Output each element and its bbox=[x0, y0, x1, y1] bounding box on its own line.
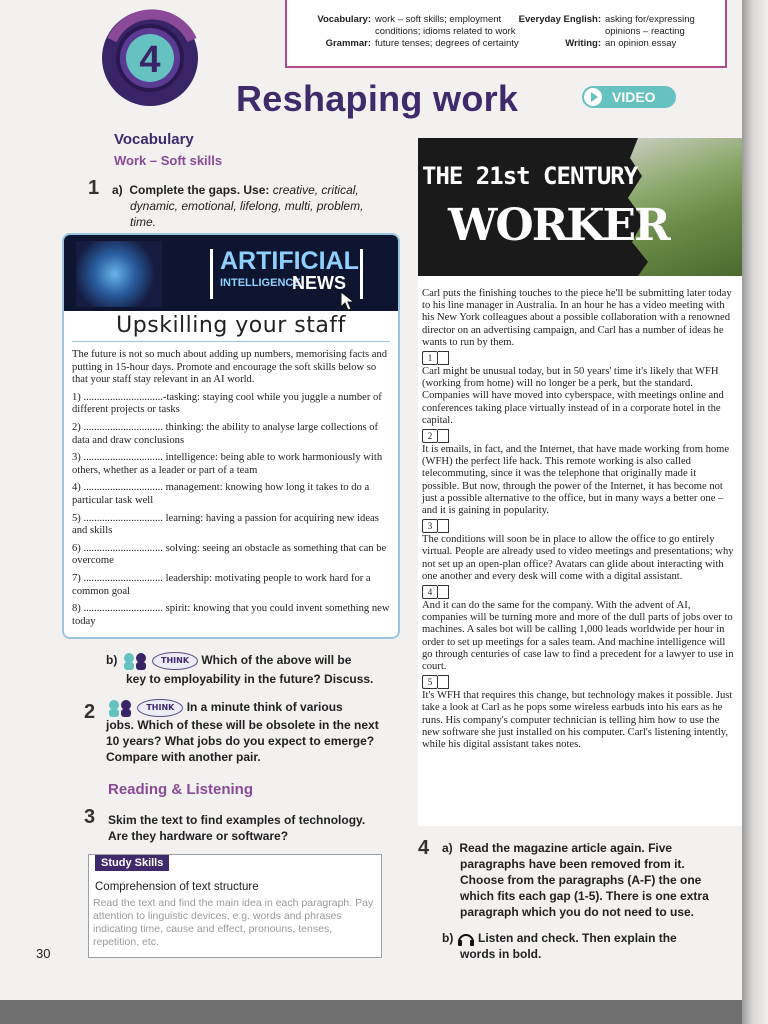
unit-number: 4 bbox=[139, 39, 161, 81]
exercise-3 bbox=[108, 812, 398, 844]
banner-divider-left bbox=[210, 249, 213, 299]
exercise-4a-line4: which fits each gap (1-5). There is one extra bbox=[460, 889, 709, 903]
article-text bbox=[422, 288, 736, 751]
exercise-1b-line1: Which of the above will be bbox=[201, 653, 352, 667]
ai-box-text bbox=[72, 349, 392, 633]
article-paragraph-1: Carl might be unusual today, but in 50 years' time it's likely that WFH (working from home) will no longer be a perk, but the standard. Companies will have moved into cyberspace, with meetings online and conferences taking place virtually instead of in a corporate hotel in the capital. bbox=[422, 366, 724, 426]
grammar-label: Grammar: bbox=[325, 38, 371, 49]
exercise-1a bbox=[112, 182, 392, 230]
ai-news-banner bbox=[64, 235, 398, 311]
exercise-4b bbox=[442, 930, 732, 962]
exercise-2-line3: 10 years? What jobs do you expect to emerge? bbox=[106, 734, 375, 748]
adjacent-page-edge bbox=[742, 0, 768, 1024]
study-skills-tag: Study Skills bbox=[95, 855, 169, 871]
exercise-4b-line1: Listen and check. Then explain the bbox=[478, 931, 677, 945]
ai-box-intro: The future is not so much about adding up numbers, memorising facts and putting in 15-hour days. Promote and encourage the soft skills below so that your staff stay relevant in an AI world. bbox=[72, 349, 388, 386]
exercise-3-line2: Are they hardware or software? bbox=[108, 829, 289, 843]
exercise-1a-label: a) bbox=[112, 183, 123, 197]
everyday-line2: opinions – reacting bbox=[605, 26, 685, 37]
hero-line2: WORKER bbox=[448, 200, 669, 251]
skill-item-5: 5) .............................. learning: having a passion for acquiring new ideas and skills bbox=[72, 512, 379, 537]
exercise-2 bbox=[106, 699, 406, 765]
exercise-4b-label: b) bbox=[442, 931, 454, 945]
exercise-1-number: 1 bbox=[88, 177, 100, 199]
exercise-1b-line2: key to employability in the future? Discuss. bbox=[126, 671, 374, 686]
banner-subtitle: INTELLIGENCE bbox=[220, 277, 301, 289]
banner-title: ARTIFICIAL bbox=[220, 247, 359, 275]
ai-news-box bbox=[62, 233, 400, 639]
grammar-value: future tenses; degrees of certainty bbox=[375, 38, 519, 49]
banner-divider-right bbox=[360, 249, 363, 299]
exercise-4b-line2: words in bold. bbox=[460, 947, 542, 961]
exercise-3-line1: Skim the text to find examples of technology. bbox=[108, 813, 366, 827]
gap-box-5: 5 bbox=[422, 675, 438, 689]
exercise-4a-line3: Choose from the paragraphs (A-F) the one bbox=[460, 873, 702, 887]
video-button[interactable] bbox=[582, 86, 676, 108]
article-paragraph-4: And it can do the same for the company. With the advent of AI, companies will be turning more and more of the dull parts of jobs over to machines. A sales bot will be calling 1,000 leads worldwide per hour in order to set up meetings for a sales team. And machine intelligence will go through centuries of case law to find a precedent for a lawyer to use in court. bbox=[422, 600, 734, 673]
skill-item-8: 8) .............................. spirit: knowing that you could invent something new today bbox=[72, 603, 390, 627]
headphones-icon bbox=[457, 932, 475, 946]
hero-line1: THE 21st CENTURY bbox=[422, 162, 638, 190]
exercise-1a-text: Complete the gaps. Use: bbox=[129, 183, 270, 197]
gap-box-3: 3 bbox=[422, 519, 438, 533]
exercise-1a-words-3: time. bbox=[130, 215, 157, 229]
writing-label: Writing: bbox=[565, 38, 601, 49]
vocabulary-line2: conditions; idioms related to work bbox=[375, 26, 516, 37]
exercise-1a-words-2: dynamic, emotional, lifelong, multi, problem, bbox=[130, 199, 364, 213]
unit-summary-box bbox=[285, 0, 727, 68]
study-skills-text: Read the text and find the main idea in each paragraph. Pay attention to linguistic devices, e.g. words and phrases indicating time, cause and effect, pronouns, tenses, repetition, etc. bbox=[93, 897, 374, 948]
exercise-4a-label: a) bbox=[442, 841, 453, 855]
page-title: Reshaping work bbox=[236, 78, 519, 119]
vocabulary-line1: work – soft skills; employment bbox=[375, 14, 502, 25]
exercise-2-line4: Compare with another pair. bbox=[106, 750, 261, 764]
skill-item-2: 2) .............................. thinking: the ability to analyse large collections of data and draw conclusions bbox=[72, 421, 379, 446]
exercise-4a-line5: paragraph which you do not need to use. bbox=[460, 905, 695, 919]
exercise-2-line1: In a minute think of various bbox=[186, 700, 343, 715]
everyday-label: Everyday English: bbox=[518, 14, 601, 25]
robot-face-image bbox=[76, 241, 162, 307]
pair-work-icon bbox=[106, 699, 134, 717]
vocabulary-label: Vocabulary: bbox=[317, 14, 371, 25]
exercise-3-number: 3 bbox=[84, 806, 96, 828]
article-paragraph-5: It's WFH that requires this change, but technology makes it possible. Just take a look at Carl as he pops some wireless earbuds into his ears as he runs. His company's computer technician is telling him how to use the new software she just installed on his computer. Carl's listening intently, while his digital assistant takes notes. bbox=[422, 690, 733, 751]
exercise-4a bbox=[442, 840, 732, 920]
banner-news: NEWS bbox=[292, 273, 346, 293]
vocabulary-subheading: Work – Soft skills bbox=[114, 153, 223, 168]
video-label: VIDEO bbox=[612, 89, 656, 105]
exercise-4a-line1: Read the magazine article again. Five bbox=[459, 841, 673, 855]
page-number: 30 bbox=[36, 946, 51, 961]
skill-item-1: 1) ..............................-tasking: staying cool while you juggle a number of different projects or tasks bbox=[72, 391, 382, 416]
gap-box-2: 2 bbox=[422, 429, 438, 443]
vocabulary-heading: Vocabulary bbox=[114, 131, 194, 148]
exercise-4a-line2: paragraphs have been removed from it. bbox=[460, 857, 685, 871]
exercise-1b bbox=[106, 651, 406, 688]
article-paragraph-0: Carl puts the finishing touches to the piece he'll be submitting later today to his line manager in Australia. In an hour he has a video meeting with his New York colleagues about a possible collaboration with a renowned director on an advertising campaign, and Carl has a number of ideas he wants to run by them. bbox=[422, 288, 732, 348]
think-icon: THINK bbox=[152, 652, 198, 670]
everyday-line1: asking for/expressing bbox=[605, 14, 695, 25]
unit-badge bbox=[100, 0, 212, 112]
skill-item-3: 3) .............................. intelligence: being able to work harmoniously with others, whether as a leader or part of a team bbox=[72, 452, 383, 476]
exercise-4-number: 4 bbox=[418, 837, 430, 859]
exercise-2-line2: jobs. Which of these will be obsolete in the next bbox=[106, 718, 379, 732]
cursor-icon bbox=[340, 291, 358, 311]
skill-item-4: 4) .............................. management: knowing how long it takes to do a particular task well bbox=[72, 482, 370, 506]
article-column bbox=[418, 138, 742, 826]
study-skills-heading: Comprehension of text structure bbox=[95, 881, 259, 893]
exercise-1a-words-1: creative, critical, bbox=[272, 183, 359, 197]
exercise-2-number: 2 bbox=[84, 701, 96, 723]
exercise-1b-label: b) bbox=[106, 653, 118, 667]
ai-box-heading: Upskilling your staff bbox=[116, 313, 346, 338]
gap-box-1: 1 bbox=[422, 351, 438, 365]
heading-underline bbox=[72, 341, 390, 342]
play-icon bbox=[584, 88, 602, 106]
skill-item-6: 6) .............................. solving: seeing an obstacle as something that can be overcome bbox=[72, 542, 387, 567]
think-icon: THINK bbox=[137, 699, 183, 717]
writing-value: an opinion essay bbox=[605, 38, 677, 49]
article-hero bbox=[418, 138, 742, 276]
article-paragraph-2: It is emails, in fact, and the Internet, that have made working from home (WFH) the perfect life hack. This remote working is also called telecommuting, since it was the telephone that originally made it possible. But now, through the power of the Internet, it has become not just a possible alternative to the office, but in many ways a better one – and it is gaining in popularity. bbox=[422, 444, 730, 517]
pair-work-icon bbox=[121, 652, 149, 670]
study-skills-box bbox=[88, 854, 382, 958]
gap-box-4: 4 bbox=[422, 585, 438, 599]
skill-item-7: 7) .............................. leadership: motivating people to work hard for a common goal bbox=[72, 572, 371, 597]
article-paragraph-3: The conditions will soon be in place to allow the office to go entirely virtual. People are already used to video meetings and presentations; why not set up an open-plan office? Avatars can glide about interacting with one another and every desk will come with a digital assistant. bbox=[422, 534, 734, 582]
reading-listening-heading: Reading & Listening bbox=[108, 781, 254, 798]
